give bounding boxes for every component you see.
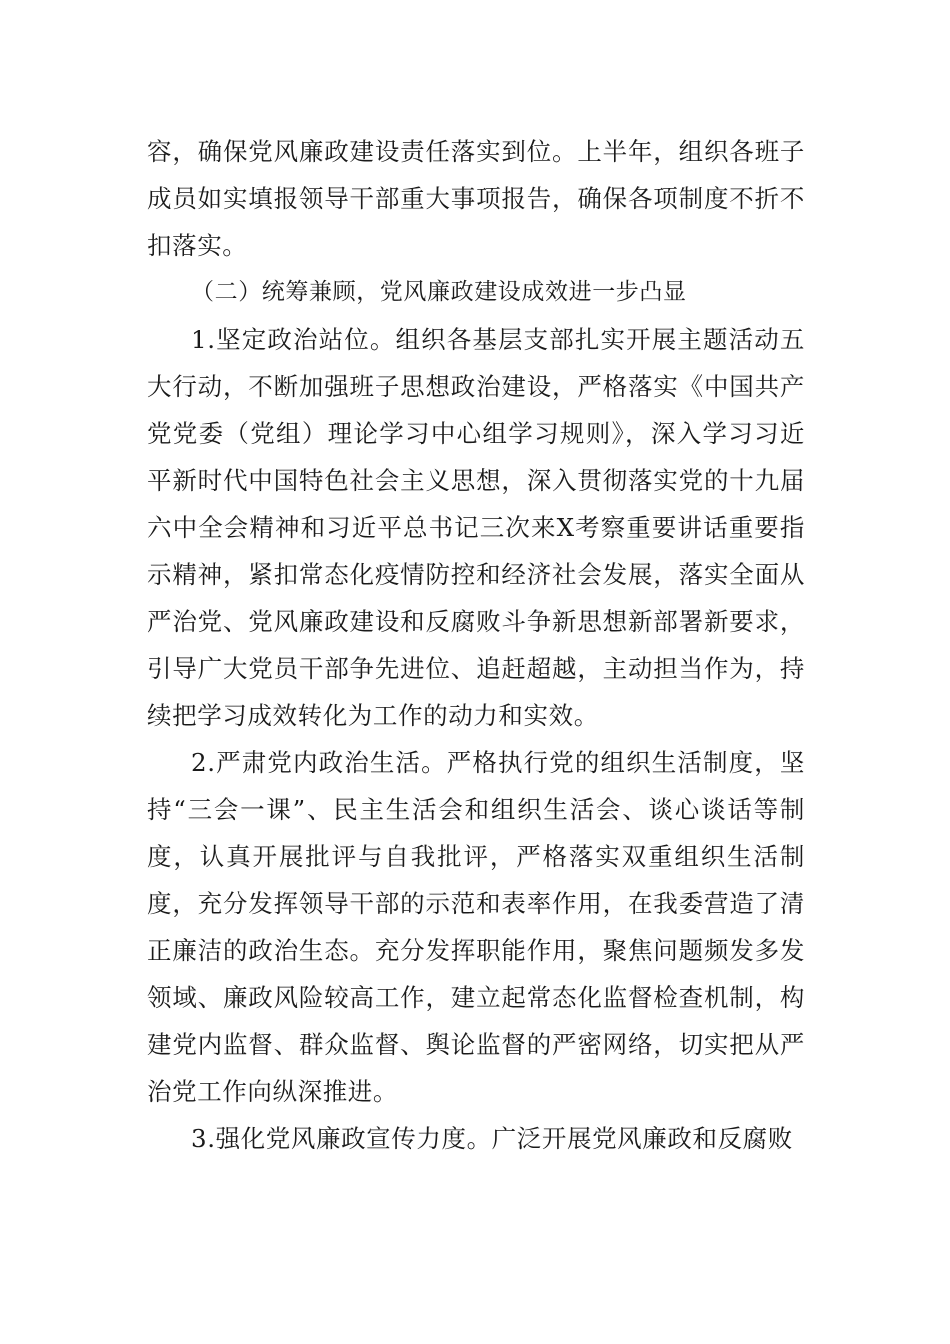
paragraph-continuation: 容，确保党风廉政建设责任落实到位。上半年，组织各班子成员如实填报领导干部重大事项报告，确保各项制度不折不扣落实。 <box>147 137 805 260</box>
paragraph-party-life: 2.严肃党内政治生活。严格执行党的组织生活制度，坚持“三会一课”、民主生活会和组织生活会、谈心谈话等制度，认真开展批评与自我批评，严格落实双重组织生活制度，充分发挥领导干部的示范和表率作用，在我委营造了清正廉洁的政治生态。充分发挥职能作用，聚焦问题频发多发领域、廉政风险较高工作，建立起常态化监督检查机制，构建党内监督、群众监督、舆论监督的严密网络，切实把从严治党工作向纵深推进。 <box>147 748 805 1106</box>
paragraph-political-stance: 1.坚定政治站位。组织各基层支部扎实开展主题活动五大行动，不断加强班子思想政治建设，严格落实《中国共产党党委（党组）理论学习中心组学习规则》，深入学习习近平新时代中国特色社会主义思想，深入贯彻落实党的十九届六中全会精神和习近平总书记三次来X考察重要讲话重要指示精神，紧扣常态化疫情防控和经济社会发展，落实全面从严治党、党风廉政建设和反腐败斗争新思想新部署新要求，引导广大党员干部争先进位、追赶超越，主动担当作为，持续把学习成效转化为工作的动力和实效。 <box>147 325 805 730</box>
section-heading: （二）统筹兼顾，党风廉政建设成效进一步凸显 <box>191 279 687 305</box>
paragraph-publicity: 3.强化党风廉政宣传力度。广泛开展党风廉政和反腐败 <box>191 1124 793 1153</box>
document-body <box>147 128 805 1162</box>
